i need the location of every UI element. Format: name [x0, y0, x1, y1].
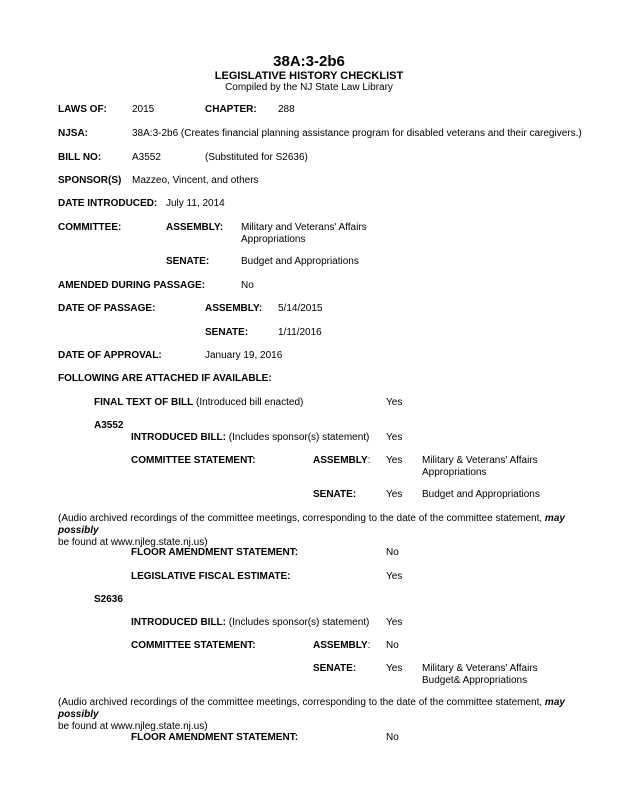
njsa-label: NJSA: — [58, 128, 89, 139]
a3552-introduced-row — [131, 432, 369, 444]
date-introduced-label: DATE INTRODUCED: — [58, 198, 158, 209]
laws-of-value: 2015 — [132, 104, 155, 115]
bill-substituted: (Substituted for S2636) — [205, 152, 308, 163]
bill-no-label: BILL NO: — [58, 152, 102, 163]
committee-senate-label: SENATE: — [166, 256, 210, 267]
passage-assembly-label: ASSEMBLY: — [205, 303, 263, 314]
a3552-assembly-committee-line2: Appropriations — [422, 467, 487, 478]
a3552-audio-note-part2: be found at www.njleg.state.nj.us) — [58, 537, 208, 548]
a3552-audio-note — [58, 513, 603, 549]
passage-senate-value: 1/11/2016 — [278, 327, 322, 338]
final-text-row — [94, 397, 303, 409]
s2636-senate-value: Yes — [386, 663, 403, 674]
committee-assembly-line1: Military and Veterans' Affairs — [241, 222, 367, 233]
sponsors-label: SPONSOR(S) — [58, 175, 122, 186]
a3552-floor-amendment-value: No — [386, 547, 399, 558]
a3552-introduced-note: (Includes sponsor(s) statement) — [228, 432, 370, 443]
s2636-senate-committee-line2: Budget& Appropriations — [422, 675, 528, 686]
a3552-fiscal-label: LEGISLATIVE FISCAL ESTIMATE: — [131, 571, 291, 582]
committee-label: COMMITTEE: — [58, 222, 122, 233]
chapter-label: CHAPTER: — [205, 104, 257, 115]
date-of-approval-value: January 19, 2016 — [205, 350, 283, 361]
statute-title: 38A:3-2b6 — [273, 53, 345, 70]
s2636-introduced-value: Yes — [386, 617, 403, 628]
s2636-assembly-label-row — [313, 640, 370, 652]
s2636-introduced-note: (Includes sponsor(s) statement) — [228, 617, 370, 628]
s2636-audio-note-part1: (Audio archived recordings of the committee meetings, corresponding to the date of the committee statement, — [58, 697, 543, 708]
checklist-title: LEGISLATIVE HISTORY CHECKLIST — [214, 70, 404, 82]
final-text-value: Yes — [386, 397, 403, 408]
amended-label: AMENDED DURING PASSAGE: — [58, 280, 206, 291]
s2636-assembly-value: No — [386, 640, 399, 651]
a3552-heading: A3552 — [94, 420, 124, 431]
laws-of-label: LAWS OF: — [58, 104, 107, 115]
a3552-introduced-value: Yes — [386, 432, 403, 443]
a3552-senate-label: SENATE: — [313, 489, 357, 500]
s2636-senate-label: SENATE: — [313, 663, 357, 674]
date-of-passage-label: DATE OF PASSAGE: — [58, 303, 156, 314]
a3552-assembly-label-row — [313, 455, 370, 467]
a3552-senate-committee: Budget and Appropriations — [422, 489, 540, 500]
a3552-assembly-committee-line1: Military & Veterans' Affairs — [422, 455, 538, 466]
s2636-audio-note-emph: may possibly — [58, 697, 565, 720]
a3552-audio-note-part1: (Audio archived recordings of the committee meetings, corresponding to the date of the committee statement, — [58, 513, 543, 524]
s2636-senate-committee-line1: Military & Veterans' Affairs — [422, 663, 538, 674]
s2636-assembly-colon: : — [367, 640, 371, 651]
s2636-audio-note — [58, 697, 603, 733]
committee-assembly-line2: Appropriations — [241, 234, 306, 245]
a3552-introduced-label: INTRODUCED BILL: — [131, 432, 226, 443]
s2636-assembly-label: ASSEMBLY — [313, 640, 368, 651]
s2636-introduced-row — [131, 617, 369, 629]
committee-assembly-label: ASSEMBLY: — [166, 222, 224, 233]
s2636-committee-statement-label: COMMITTEE STATEMENT: — [131, 640, 256, 651]
final-text-note: (Introduced bill enacted) — [196, 397, 304, 408]
a3552-assembly-value: Yes — [386, 455, 403, 466]
a3552-fiscal-value: Yes — [386, 571, 403, 582]
s2636-floor-amendment-value: No — [386, 732, 399, 743]
a3552-assembly-colon: : — [367, 455, 371, 466]
sponsors-value: Mazzeo, Vincent, and others — [132, 175, 259, 186]
amended-value: No — [241, 280, 254, 291]
s2636-floor-amendment-label: FLOOR AMENDMENT STATEMENT: — [131, 732, 299, 743]
chapter-value: 288 — [278, 104, 295, 115]
passage-senate-label: SENATE: — [205, 327, 249, 338]
s2636-audio-note-part2: be found at www.njleg.state.nj.us) — [58, 721, 208, 732]
a3552-floor-amendment-label: FLOOR AMENDMENT STATEMENT: — [131, 547, 299, 558]
njsa-value: 38A:3-2b6 (Creates financial planning assistance program for disabled veterans and their caregivers.) — [132, 128, 582, 139]
final-text-label: FINAL TEXT OF BILL — [94, 397, 194, 408]
compiled-by: Compiled by the NJ State Law Library — [225, 82, 393, 93]
date-introduced-value: July 11, 2014 — [166, 198, 225, 209]
s2636-heading: S2636 — [94, 594, 123, 605]
date-of-approval-label: DATE OF APPROVAL: — [58, 350, 162, 361]
attached-heading: FOLLOWING ARE ATTACHED IF AVAILABLE: — [58, 373, 272, 384]
bill-no-value: A3552 — [132, 152, 161, 163]
a3552-audio-note-emph: may possibly — [58, 513, 565, 536]
a3552-assembly-label: ASSEMBLY — [313, 455, 368, 466]
committee-senate-value: Budget and Appropriations — [241, 256, 359, 267]
a3552-senate-value: Yes — [386, 489, 403, 500]
passage-assembly-value: 5/14/2015 — [278, 303, 323, 314]
a3552-committee-statement-label: COMMITTEE STATEMENT: — [131, 455, 256, 466]
s2636-introduced-label: INTRODUCED BILL: — [131, 617, 226, 628]
